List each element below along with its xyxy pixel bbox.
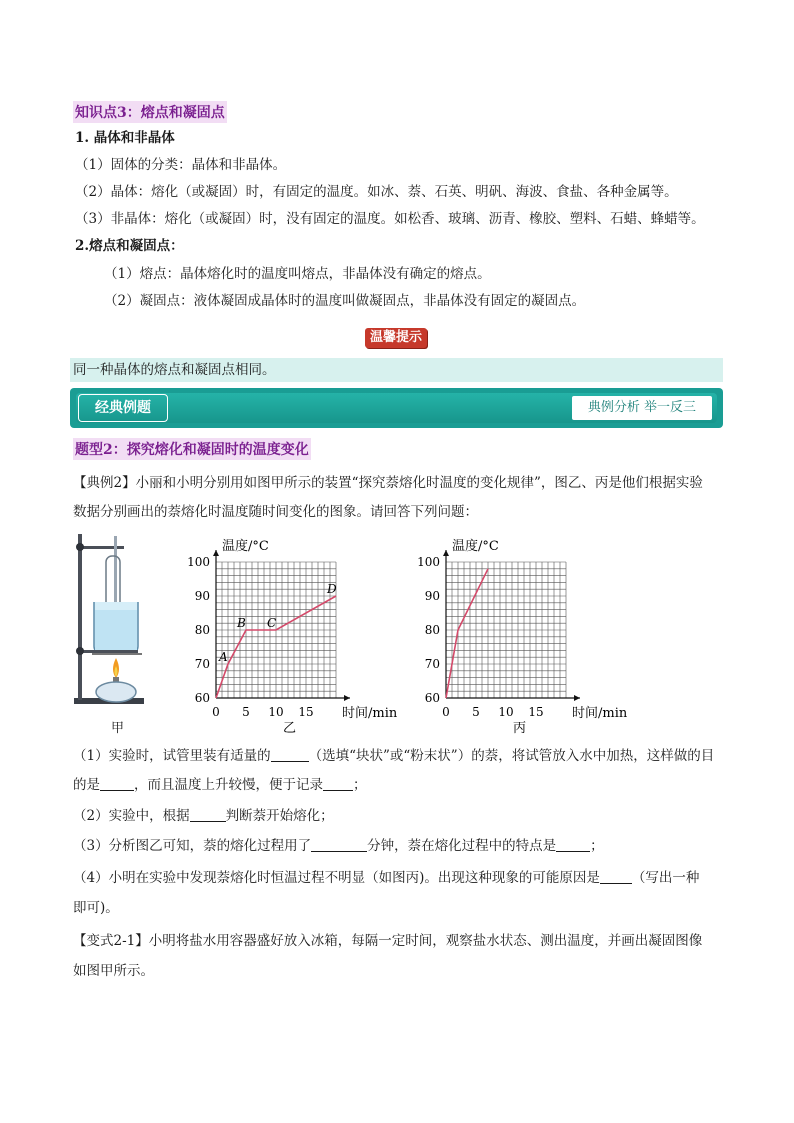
knowledge-title: 知识点3：熔点和凝固点 (73, 101, 227, 123)
section-2-item: （1）熔点：晶体熔化时的温度叫熔点，非晶体没有确定的熔点。 (104, 266, 491, 282)
question-1-line-2: 的是 ，而且温度上升较慢，便于记录 ； (73, 777, 367, 793)
chart-c (410, 530, 640, 740)
chart-b-x-tick-label: 5 (242, 705, 250, 719)
chart-c-x-tick-label: 15 (528, 705, 544, 719)
chart-b-x-arrow (344, 695, 350, 701)
chart-c-x-arrow (574, 695, 580, 701)
chart-b-x-tick-label: 0 (212, 705, 220, 719)
question-1-line-1: （1）实验时，试管里装有适量的 （选填“块状”或“粉末状”）的萘，将试管放入水中加热，这样做的目 (73, 748, 715, 764)
banner-left-label: 经典例题 (78, 394, 168, 422)
section-1-item: （2）晶体：熔化（或凝固）时，有固定的温度。如冰、萘、石英、明矾、海波、食盐、各种金属等。 (75, 184, 678, 200)
chart-b-point-label: B (237, 616, 246, 630)
chart-c-xlabel: 时间/min (572, 706, 628, 721)
chart-b-point-label: D (327, 582, 337, 596)
chart-b-ylabel: 温度/°C (222, 539, 269, 554)
banner-right-label: 典例分析 举一反三 (572, 396, 712, 420)
chart-c-x-tick-label: 5 (472, 705, 480, 719)
variant-line: 【变式2-1】小明将盐水用容器盛好放入冰箱，每隔一定时间，观察盐水状态、测出温度，并画出凝固图像 (73, 933, 703, 949)
chart-b-y-tick-label: 80 (194, 623, 210, 637)
question-2: （2）实验中，根据 判断萘开始熔化； (73, 808, 334, 824)
question-3: （3）分析图乙可知，萘的熔化过程用了 分钟，萘在熔化过程中的特点是 ； (73, 838, 604, 854)
chart-c-ylabel: 温度/°C (452, 539, 499, 554)
chart-b-caption: 乙 (283, 721, 297, 736)
apparatus-figure (66, 530, 156, 740)
section-1-title: 1. 晶体和非晶体 (75, 130, 175, 146)
chart-b-y-tick-label: 90 (194, 589, 210, 603)
section-2-item: （2）凝固点：液体凝固成晶体时的温度叫做凝固点，非晶体没有固定的凝固点。 (104, 293, 586, 309)
answer-blank[interactable] (600, 869, 632, 884)
chart-b-point-label: A (219, 650, 228, 664)
chart-c-y-arrow (443, 550, 449, 556)
chart-b-y-tick-label: 60 (194, 691, 210, 705)
answer-blank[interactable] (190, 807, 226, 822)
chart-c-y-tick-label: 70 (424, 657, 440, 671)
answer-blank[interactable] (311, 837, 367, 852)
tip-text: 同一种晶体的熔点和凝固点相同。 (73, 362, 276, 378)
section-1-item: （3）非晶体：熔化（或凝固）时，没有固定的温度。如松香、玻璃、沥青、橡胶、塑料、石蜡、蜂蜡等。 (75, 211, 705, 227)
chart-b-y-tick-label: 100 (187, 555, 210, 569)
example-intro: 数据分别画出的萘熔化时温度随时间变化的图象。请回答下列问题： (73, 504, 478, 520)
chart-b-y-tick-label: 70 (194, 657, 210, 671)
example-intro: 【典例2】小丽和小明分别用如图甲所示的装置“探究萘熔化时温度的变化规律”，图乙、丙是他们根据实验 (73, 475, 703, 491)
type-title: 题型2：探究熔化和凝固时的温度变化 (73, 438, 311, 460)
chart-c-y-tick-label: 80 (424, 623, 440, 637)
section-2-title: 2.熔点和凝固点： (75, 238, 184, 254)
tip-badge: 温馨提示 (365, 328, 427, 348)
section-1-item: （1）固体的分类：晶体和非晶体。 (75, 157, 287, 173)
answer-blank[interactable] (100, 776, 134, 791)
answer-blank[interactable] (323, 776, 353, 791)
alcohol-lamp (96, 682, 136, 702)
chart-c-x-tick-label: 10 (498, 705, 514, 719)
chart-c-grid (446, 562, 566, 698)
answer-blank[interactable] (271, 747, 309, 762)
stand-pole (78, 534, 82, 700)
variant-line: 如图甲所示。 (73, 963, 154, 979)
chart-b (180, 530, 398, 740)
chart-b-y-arrow (213, 550, 219, 556)
chart-c-y-tick-label: 60 (424, 691, 440, 705)
chart-b-xlabel: 时间/min (342, 706, 398, 721)
chart-b-x-tick-label: 10 (268, 705, 284, 719)
answer-blank[interactable] (556, 837, 590, 852)
chart-b-x-tick-label: 15 (298, 705, 314, 719)
chart-c-caption: 丙 (513, 721, 527, 736)
chart-b-point-label: C (267, 616, 277, 630)
chart-c-y-tick-label: 90 (424, 589, 440, 603)
question-4-line-1: （4）小明在实验中发现萘熔化时恒温过程不明显（如图丙)。出现这种现象的可能原因是 （写出一种 (73, 870, 700, 886)
question-4-line-2: 即可)。 (73, 900, 119, 916)
chart-c-x-tick-label: 0 (442, 705, 450, 719)
chart-c-y-tick-label: 100 (417, 555, 440, 569)
apparatus-label: 甲 (111, 721, 125, 736)
